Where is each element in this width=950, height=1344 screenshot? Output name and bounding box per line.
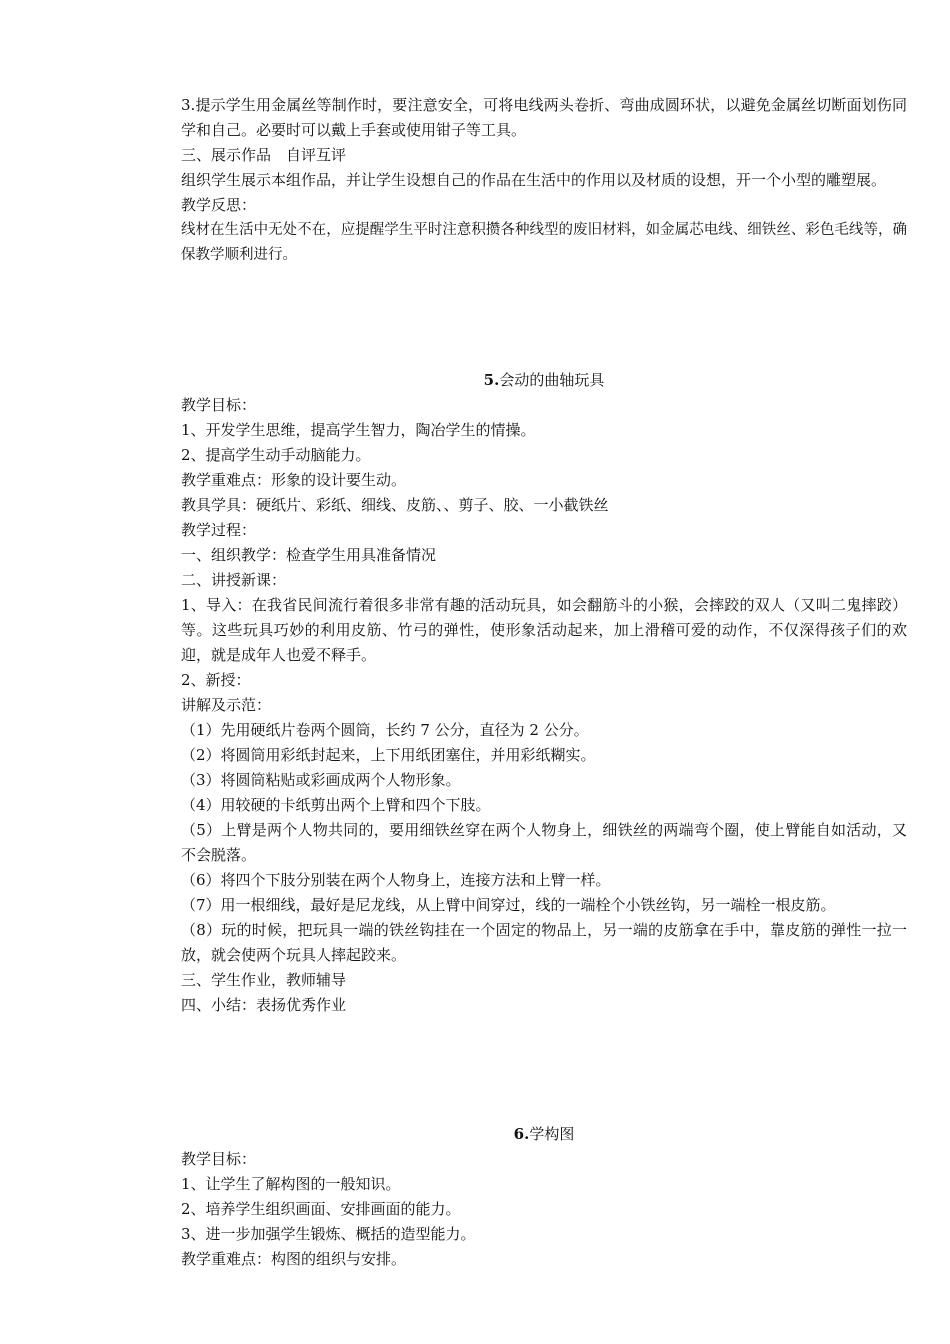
paragraph: 教学目标：: [181, 1150, 257, 1168]
paragraph: 3、进一步加强学生锻炼、概括的造型能力。: [181, 1225, 476, 1243]
paragraph: 四、小结：表扬优秀作业: [181, 996, 347, 1014]
paragraph: 一、组织教学：检查学生用具准备情况: [181, 546, 437, 564]
paragraph: （6）将四个下肢分别装在两个人物身上，连接方法和上臂一样。: [181, 871, 611, 889]
paragraph: 教学重难点：构图的组织与安排。: [181, 1250, 407, 1268]
paragraph: 2、新授：: [181, 671, 251, 689]
paragraph: 三、展示作品 自评互评: [181, 146, 347, 164]
paragraph: 教学反思：: [181, 196, 257, 214]
lesson-title-text: 会动的曲轴玩具: [499, 371, 605, 389]
lesson-5-section: [181, 368, 907, 1018]
paragraph: （5）上臂是两个人物共同的，要用细铁丝穿在两个人物身上，细铁丝的两端弯个圈，使上臂能自如活动，又不会脱落。: [181, 821, 907, 864]
reflection-text: 线材在生活中无处不在，应提醒学生平时注意积攒各种线型的废旧材料，如金属芯电线、细铁丝、彩色毛线等，确保教学顺利进行。: [181, 222, 907, 263]
paragraph: （2）将圆筒用彩纸封起来，上下用纸团塞住，并用彩纸糊实。: [181, 746, 596, 764]
paragraph: 1、开发学生思维，提高学生智力，陶冶学生的情操。: [181, 421, 536, 439]
document-page: [181, 93, 907, 1272]
paragraph: （1）先用硬纸片卷两个圆筒，长约 7 公分，直径为 2 公分。: [181, 721, 589, 739]
paragraph: 教具学具：硬纸片、彩纸、细线、皮筋、、剪子、胶、一小截铁丝: [181, 496, 609, 514]
paragraph: 教学重难点：形象的设计要生动。: [181, 471, 407, 489]
paragraph: 教学过程：: [181, 521, 257, 539]
paragraph: 讲解及示范：: [181, 696, 272, 714]
paragraph: 2、培养学生组织画面、安排画面的能力。: [181, 1200, 461, 1218]
paragraph: 1、让学生了解构图的一般知识。: [181, 1175, 401, 1193]
paragraph: 三、学生作业，教师辅导: [181, 971, 347, 989]
top-section: [181, 93, 907, 268]
lesson-number: 5.: [483, 371, 500, 389]
paragraph: 2、提高学生动手动脑能力。: [181, 446, 371, 464]
lesson-title-text: 学构图: [529, 1125, 575, 1143]
paragraph: （8）玩的时候，把玩具一端的铁丝钩挂在一个固定的物品上，另一端的皮筋拿在手中，靠皮筋的弹性一拉一放，就会使两个玩具人摔起跤来。: [181, 921, 907, 964]
paragraph: 组织学生展示本组作品，并让学生设想自己的作品在生活中的作用以及材质的设想，开一个小型的雕塑展。: [181, 171, 887, 189]
lesson-6-section: [181, 1122, 907, 1272]
paragraph: （3）将圆筒粘贴或彩画成两个人物形象。: [181, 771, 461, 789]
paragraph: （7）用一根细线，最好是尼龙线，从上臂中间穿过，线的一端栓个小铁丝钩，另一端栓一根皮筋。: [181, 896, 836, 914]
paragraph: （4）用较硬的卡纸剪出两个上臂和四个下肢。: [181, 796, 491, 814]
lesson-6-title: [181, 1122, 907, 1147]
paragraph: 1、导入：在我省民间流行着很多非常有趣的活动玩具，如会翻筋斗的小猴，会摔跤的双人（又叫二鬼摔跤）等。这些玩具巧妙的利用皮筋、竹弓的弹性，使形象活动起来，加上滑稽可爱的动作，不仅深得孩子们的欢迎，就是成年人也爱不释手。: [181, 596, 907, 664]
lesson-number: 6.: [513, 1125, 530, 1143]
lesson-5-title: [181, 368, 907, 393]
paragraph: 二、讲授新课：: [181, 571, 287, 589]
paragraph: 3.提示学生用金属丝等制作时，要注意安全，可将电线两头卷折、弯曲成圆环状，以避免金属丝切断面划伤同学和自己。必要时可以戴上手套或使用钳子等工具。: [181, 96, 907, 139]
paragraph: 教学目标：: [181, 396, 257, 414]
